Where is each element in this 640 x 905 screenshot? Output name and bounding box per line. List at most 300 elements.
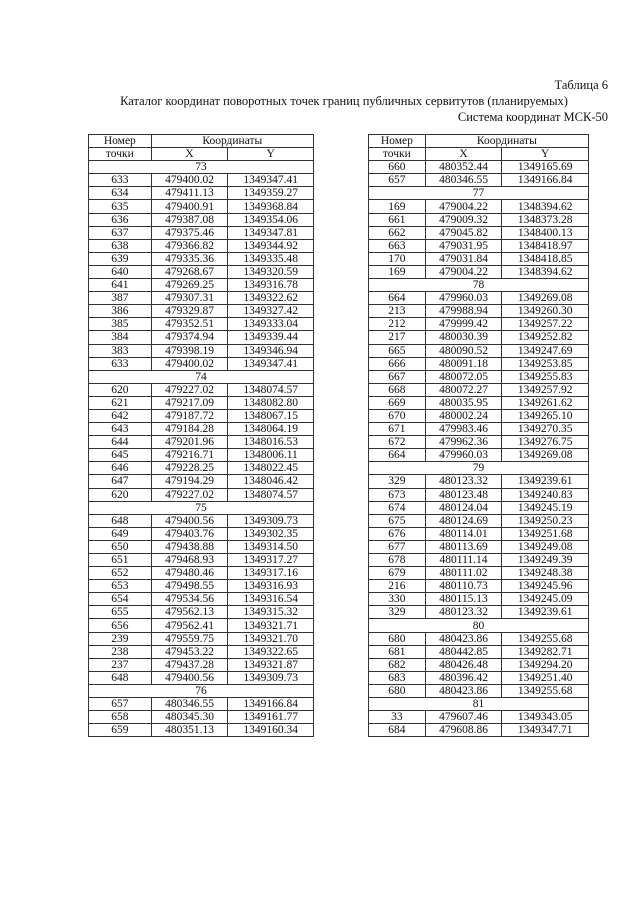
y-coordinate: 1348006.11 [228, 449, 314, 462]
y-coordinate: 1349166.84 [228, 698, 314, 711]
y-coordinate: 1349249.08 [502, 540, 589, 553]
point-number: 217 [369, 331, 426, 344]
point-number: 654 [89, 593, 152, 606]
y-coordinate: 1349160.34 [228, 724, 314, 737]
table-row [89, 645, 314, 658]
point-number: 387 [89, 292, 152, 305]
table-row [89, 409, 314, 422]
y-coordinate: 1349249.39 [502, 554, 589, 567]
x-coordinate: 479983.46 [425, 423, 502, 436]
group-row [369, 187, 589, 200]
table-row [89, 567, 314, 580]
table-row [369, 501, 589, 514]
x-coordinate: 479960.03 [425, 449, 502, 462]
point-number: 384 [89, 331, 152, 344]
table-row [89, 187, 314, 200]
point-number: 213 [369, 305, 426, 318]
y-coordinate: 1348022.45 [228, 462, 314, 475]
group-row [369, 619, 589, 632]
point-number: 634 [89, 187, 152, 200]
table-row [89, 593, 314, 606]
x-coordinate: 480072.27 [425, 383, 502, 396]
point-number: 650 [89, 540, 152, 553]
y-coordinate: 1349322.65 [228, 645, 314, 658]
table-row [369, 239, 589, 252]
table-row [89, 527, 314, 540]
x-coordinate: 479988.94 [425, 305, 502, 318]
x-coordinate: 479999.42 [425, 318, 502, 331]
y-coordinate: 1349343.05 [502, 711, 589, 724]
y-coordinate: 1349335.48 [228, 252, 314, 265]
y-coordinate: 1348373.28 [502, 213, 589, 226]
point-number: 640 [89, 265, 152, 278]
table-row [89, 331, 314, 344]
point-number: 641 [89, 279, 152, 292]
point-number: 383 [89, 344, 152, 357]
x-coordinate: 479374.94 [151, 331, 228, 344]
table-row [369, 331, 589, 344]
point-number: 645 [89, 449, 152, 462]
point-number: 648 [89, 514, 152, 527]
y-coordinate: 1348064.19 [228, 423, 314, 436]
x-coordinate: 480111.14 [425, 554, 502, 567]
y-coordinate: 1349347.41 [228, 357, 314, 370]
table-row [369, 370, 589, 383]
table-row [369, 684, 589, 697]
x-coordinate: 479562.13 [151, 606, 228, 619]
point-number: 385 [89, 318, 152, 331]
x-coordinate: 479031.95 [425, 239, 502, 252]
y-coordinate: 1349359.27 [228, 187, 314, 200]
x-coordinate: 480423.86 [425, 632, 502, 645]
point-number: 664 [369, 292, 426, 305]
group-row [89, 161, 314, 174]
table-row [369, 226, 589, 239]
x-coordinate: 479227.02 [151, 488, 228, 501]
table-row [369, 305, 589, 318]
table-row [89, 540, 314, 553]
y-coordinate: 1349309.73 [228, 671, 314, 684]
y-coordinate: 1349320.59 [228, 265, 314, 278]
point-number: 644 [89, 436, 152, 449]
x-coordinate: 479608.86 [425, 724, 502, 737]
x-coordinate: 479498.55 [151, 580, 228, 593]
x-coordinate: 479194.29 [151, 475, 228, 488]
group-number: 73 [89, 161, 314, 174]
point-number: 683 [369, 671, 426, 684]
point-number: 386 [89, 305, 152, 318]
y-coordinate: 1349255.68 [502, 632, 589, 645]
y-coordinate: 1349251.68 [502, 527, 589, 540]
point-number: 329 [369, 475, 426, 488]
y-coordinate: 1349347.71 [502, 724, 589, 737]
col-y: Y [228, 148, 314, 161]
col-x: X [425, 148, 502, 161]
x-coordinate: 480351.13 [151, 724, 228, 737]
x-coordinate: 480091.18 [425, 357, 502, 370]
coordinates-table-right [368, 134, 589, 737]
table-row [89, 292, 314, 305]
y-coordinate: 1349257.92 [502, 383, 589, 396]
point-number: 664 [369, 449, 426, 462]
y-coordinate: 1348400.13 [502, 226, 589, 239]
x-coordinate: 479400.02 [151, 357, 228, 370]
table-row [89, 174, 314, 187]
table-row [89, 632, 314, 645]
col-point-number: Номер [369, 135, 426, 148]
group-number: 79 [369, 462, 589, 475]
point-number: 170 [369, 252, 426, 265]
table-row [89, 344, 314, 357]
table-row [369, 265, 589, 278]
y-coordinate: 1349165.69 [502, 161, 589, 174]
table-row [369, 174, 589, 187]
y-coordinate: 1349294.20 [502, 658, 589, 671]
point-number: 674 [369, 501, 426, 514]
table-row [369, 724, 589, 737]
table-row [369, 554, 589, 567]
x-coordinate: 480115.13 [425, 593, 502, 606]
x-coordinate: 479187.72 [151, 409, 228, 422]
table-row [89, 265, 314, 278]
point-number: 679 [369, 567, 426, 580]
x-coordinate: 480110.73 [425, 580, 502, 593]
point-number: 675 [369, 514, 426, 527]
table-row [89, 671, 314, 684]
x-coordinate: 480124.04 [425, 501, 502, 514]
point-number: 678 [369, 554, 426, 567]
y-coordinate: 1349166.84 [502, 174, 589, 187]
table-row [369, 423, 589, 436]
group-row [89, 684, 314, 697]
x-coordinate: 479228.25 [151, 462, 228, 475]
coordinate-system: Система координат МСК-50 [457, 110, 608, 124]
x-coordinate: 479534.56 [151, 593, 228, 606]
point-number: 646 [89, 462, 152, 475]
x-coordinate: 479227.02 [151, 383, 228, 396]
point-number: 656 [89, 619, 152, 632]
x-coordinate: 479400.56 [151, 514, 228, 527]
point-number: 666 [369, 357, 426, 370]
y-coordinate: 1349239.61 [502, 475, 589, 488]
x-coordinate: 480346.55 [151, 698, 228, 711]
y-coordinate: 1348082.80 [228, 396, 314, 409]
x-coordinate: 480123.32 [425, 475, 502, 488]
table-row [89, 357, 314, 370]
x-coordinate: 480352.44 [425, 161, 502, 174]
point-number: 661 [369, 213, 426, 226]
table-row [369, 252, 589, 265]
col-x: X [151, 148, 228, 161]
point-number: 633 [89, 174, 152, 187]
table-row [369, 514, 589, 527]
x-coordinate: 480442.85 [425, 645, 502, 658]
x-coordinate: 480035.95 [425, 396, 502, 409]
col-coordinates: Координаты [151, 135, 313, 148]
y-coordinate: 1349245.96 [502, 580, 589, 593]
point-number: 657 [89, 698, 152, 711]
x-coordinate: 479004.22 [425, 265, 502, 278]
point-number: 660 [369, 161, 426, 174]
x-coordinate: 480345.30 [151, 711, 228, 724]
point-number: 680 [369, 632, 426, 645]
x-coordinate: 479962.36 [425, 436, 502, 449]
group-row [369, 462, 589, 475]
point-number: 33 [369, 711, 426, 724]
point-number: 653 [89, 580, 152, 593]
x-coordinate: 480423.86 [425, 684, 502, 697]
point-number: 657 [369, 174, 426, 187]
table-row [89, 488, 314, 501]
y-coordinate: 1349316.78 [228, 279, 314, 292]
x-coordinate: 479411.13 [151, 187, 228, 200]
point-number: 663 [369, 239, 426, 252]
table-row [89, 318, 314, 331]
y-coordinate: 1349321.87 [228, 658, 314, 671]
table-row [369, 292, 589, 305]
point-number: 662 [369, 226, 426, 239]
y-coordinate: 1349260.30 [502, 305, 589, 318]
x-coordinate: 479398.19 [151, 344, 228, 357]
table-row [89, 423, 314, 436]
point-number: 677 [369, 540, 426, 553]
x-coordinate: 479480.46 [151, 567, 228, 580]
table-row [369, 567, 589, 580]
group-number: 78 [369, 279, 589, 292]
table-row [369, 527, 589, 540]
table-row [89, 514, 314, 527]
y-coordinate: 1348394.62 [502, 265, 589, 278]
y-coordinate: 1349247.69 [502, 344, 589, 357]
point-number: 658 [89, 711, 152, 724]
table-row [369, 671, 589, 684]
y-coordinate: 1349276.75 [502, 436, 589, 449]
x-coordinate: 479329.87 [151, 305, 228, 318]
x-coordinate: 479960.03 [425, 292, 502, 305]
group-number: 80 [369, 619, 589, 632]
point-number: 648 [89, 671, 152, 684]
point-number: 671 [369, 423, 426, 436]
point-number: 652 [89, 567, 152, 580]
point-number: 169 [369, 200, 426, 213]
y-coordinate: 1349265.10 [502, 409, 589, 422]
group-row [369, 279, 589, 292]
table-row [89, 658, 314, 671]
y-coordinate: 1349302.35 [228, 527, 314, 540]
y-coordinate: 1348074.57 [228, 488, 314, 501]
coordinates-table-left [88, 134, 314, 737]
point-number: 670 [369, 409, 426, 422]
catalog-title: Каталог координат поворотных точек границ публичных сервитутов (планируемых) [120, 94, 568, 108]
point-number: 636 [89, 213, 152, 226]
table-row [369, 449, 589, 462]
y-coordinate: 1349321.71 [228, 619, 314, 632]
table-row [89, 698, 314, 711]
table-row [369, 593, 589, 606]
y-coordinate: 1349240.83 [502, 488, 589, 501]
y-coordinate: 1349368.84 [228, 200, 314, 213]
table-row [89, 580, 314, 593]
y-coordinate: 1349316.93 [228, 580, 314, 593]
table-row [369, 645, 589, 658]
table-row [369, 344, 589, 357]
x-coordinate: 480111.02 [425, 567, 502, 580]
point-number: 676 [369, 527, 426, 540]
table-number: Таблица 6 [554, 78, 608, 92]
point-number: 647 [89, 475, 152, 488]
x-coordinate: 479562.41 [151, 619, 228, 632]
y-coordinate: 1349248.38 [502, 567, 589, 580]
y-coordinate: 1349322.62 [228, 292, 314, 305]
y-coordinate: 1349270.35 [502, 423, 589, 436]
y-coordinate: 1349245.09 [502, 593, 589, 606]
y-coordinate: 1349253.85 [502, 357, 589, 370]
table-row [89, 475, 314, 488]
table-row [89, 305, 314, 318]
table-row [369, 711, 589, 724]
point-number: 659 [89, 724, 152, 737]
x-coordinate: 479031.84 [425, 252, 502, 265]
point-number: 672 [369, 436, 426, 449]
point-number: 620 [89, 488, 152, 501]
table-row [369, 580, 589, 593]
y-coordinate: 1349314.50 [228, 540, 314, 553]
table-row [89, 252, 314, 265]
table-row [369, 488, 589, 501]
point-number: 633 [89, 357, 152, 370]
x-coordinate: 479400.56 [151, 671, 228, 684]
x-coordinate: 479400.91 [151, 200, 228, 213]
y-coordinate: 1348394.62 [502, 200, 589, 213]
y-coordinate: 1349317.27 [228, 554, 314, 567]
table-row [369, 161, 589, 174]
x-coordinate: 479307.31 [151, 292, 228, 305]
col-point-number-2: точки [369, 148, 426, 161]
x-coordinate: 479403.76 [151, 527, 228, 540]
point-number: 621 [89, 396, 152, 409]
point-number: 639 [89, 252, 152, 265]
x-coordinate: 479607.46 [425, 711, 502, 724]
y-coordinate: 1349161.77 [228, 711, 314, 724]
table-row [89, 711, 314, 724]
x-coordinate: 479438.88 [151, 540, 228, 553]
point-number: 329 [369, 606, 426, 619]
y-coordinate: 1348418.85 [502, 252, 589, 265]
point-number: 681 [369, 645, 426, 658]
point-number: 673 [369, 488, 426, 501]
y-coordinate: 1349315.32 [228, 606, 314, 619]
table-row [89, 449, 314, 462]
table-row [89, 619, 314, 632]
table-row [89, 436, 314, 449]
x-coordinate: 480072.05 [425, 370, 502, 383]
y-coordinate: 1349327.42 [228, 305, 314, 318]
point-number: 684 [369, 724, 426, 737]
x-coordinate: 479004.22 [425, 200, 502, 213]
y-coordinate: 1348016.53 [228, 436, 314, 449]
point-number: 668 [369, 383, 426, 396]
point-number: 169 [369, 265, 426, 278]
y-coordinate: 1349255.68 [502, 684, 589, 697]
table-row [89, 213, 314, 226]
y-coordinate: 1349346.94 [228, 344, 314, 357]
table-row [369, 632, 589, 645]
point-number: 667 [369, 370, 426, 383]
col-y: Y [502, 148, 589, 161]
point-number: 216 [369, 580, 426, 593]
x-coordinate: 479400.02 [151, 174, 228, 187]
y-coordinate: 1349239.61 [502, 606, 589, 619]
x-coordinate: 480002.24 [425, 409, 502, 422]
group-row [89, 501, 314, 514]
group-number: 81 [369, 698, 589, 711]
y-coordinate: 1349321.70 [228, 632, 314, 645]
point-number: 643 [89, 423, 152, 436]
x-coordinate: 479352.51 [151, 318, 228, 331]
y-coordinate: 1349251.40 [502, 671, 589, 684]
point-number: 655 [89, 606, 152, 619]
table-row [89, 279, 314, 292]
point-number: 649 [89, 527, 152, 540]
y-coordinate: 1349261.62 [502, 396, 589, 409]
point-number: 651 [89, 554, 152, 567]
x-coordinate: 480123.48 [425, 488, 502, 501]
point-number: 635 [89, 200, 152, 213]
point-number: 239 [89, 632, 152, 645]
y-coordinate: 1349317.16 [228, 567, 314, 580]
table-row [369, 318, 589, 331]
table-row [89, 724, 314, 737]
point-number: 682 [369, 658, 426, 671]
table-row [89, 554, 314, 567]
x-coordinate: 479387.08 [151, 213, 228, 226]
table-row [89, 226, 314, 239]
y-coordinate: 1349269.08 [502, 449, 589, 462]
group-row [89, 370, 314, 383]
point-number: 237 [89, 658, 152, 671]
y-coordinate: 1349344.92 [228, 239, 314, 252]
table-row [369, 540, 589, 553]
col-point-number: Номер [89, 135, 152, 148]
x-coordinate: 479184.28 [151, 423, 228, 436]
y-coordinate: 1349339.44 [228, 331, 314, 344]
table-row [369, 475, 589, 488]
y-coordinate: 1349333.04 [228, 318, 314, 331]
group-number: 74 [89, 370, 314, 383]
point-number: 680 [369, 684, 426, 697]
y-coordinate: 1349309.73 [228, 514, 314, 527]
x-coordinate: 479559.75 [151, 632, 228, 645]
x-coordinate: 480396.42 [425, 671, 502, 684]
table-row [89, 383, 314, 396]
col-point-number-2: точки [89, 148, 152, 161]
y-coordinate: 1349245.19 [502, 501, 589, 514]
x-coordinate: 480030.39 [425, 331, 502, 344]
point-number: 330 [369, 593, 426, 606]
y-coordinate: 1349354.06 [228, 213, 314, 226]
x-coordinate: 479216.71 [151, 449, 228, 462]
y-coordinate: 1348067.15 [228, 409, 314, 422]
table-row [369, 396, 589, 409]
point-number: 669 [369, 396, 426, 409]
point-number: 620 [89, 383, 152, 396]
table-row [369, 383, 589, 396]
group-number: 77 [369, 187, 589, 200]
x-coordinate: 479045.82 [425, 226, 502, 239]
x-coordinate: 479375.46 [151, 226, 228, 239]
x-coordinate: 480113.69 [425, 540, 502, 553]
x-coordinate: 479437.28 [151, 658, 228, 671]
